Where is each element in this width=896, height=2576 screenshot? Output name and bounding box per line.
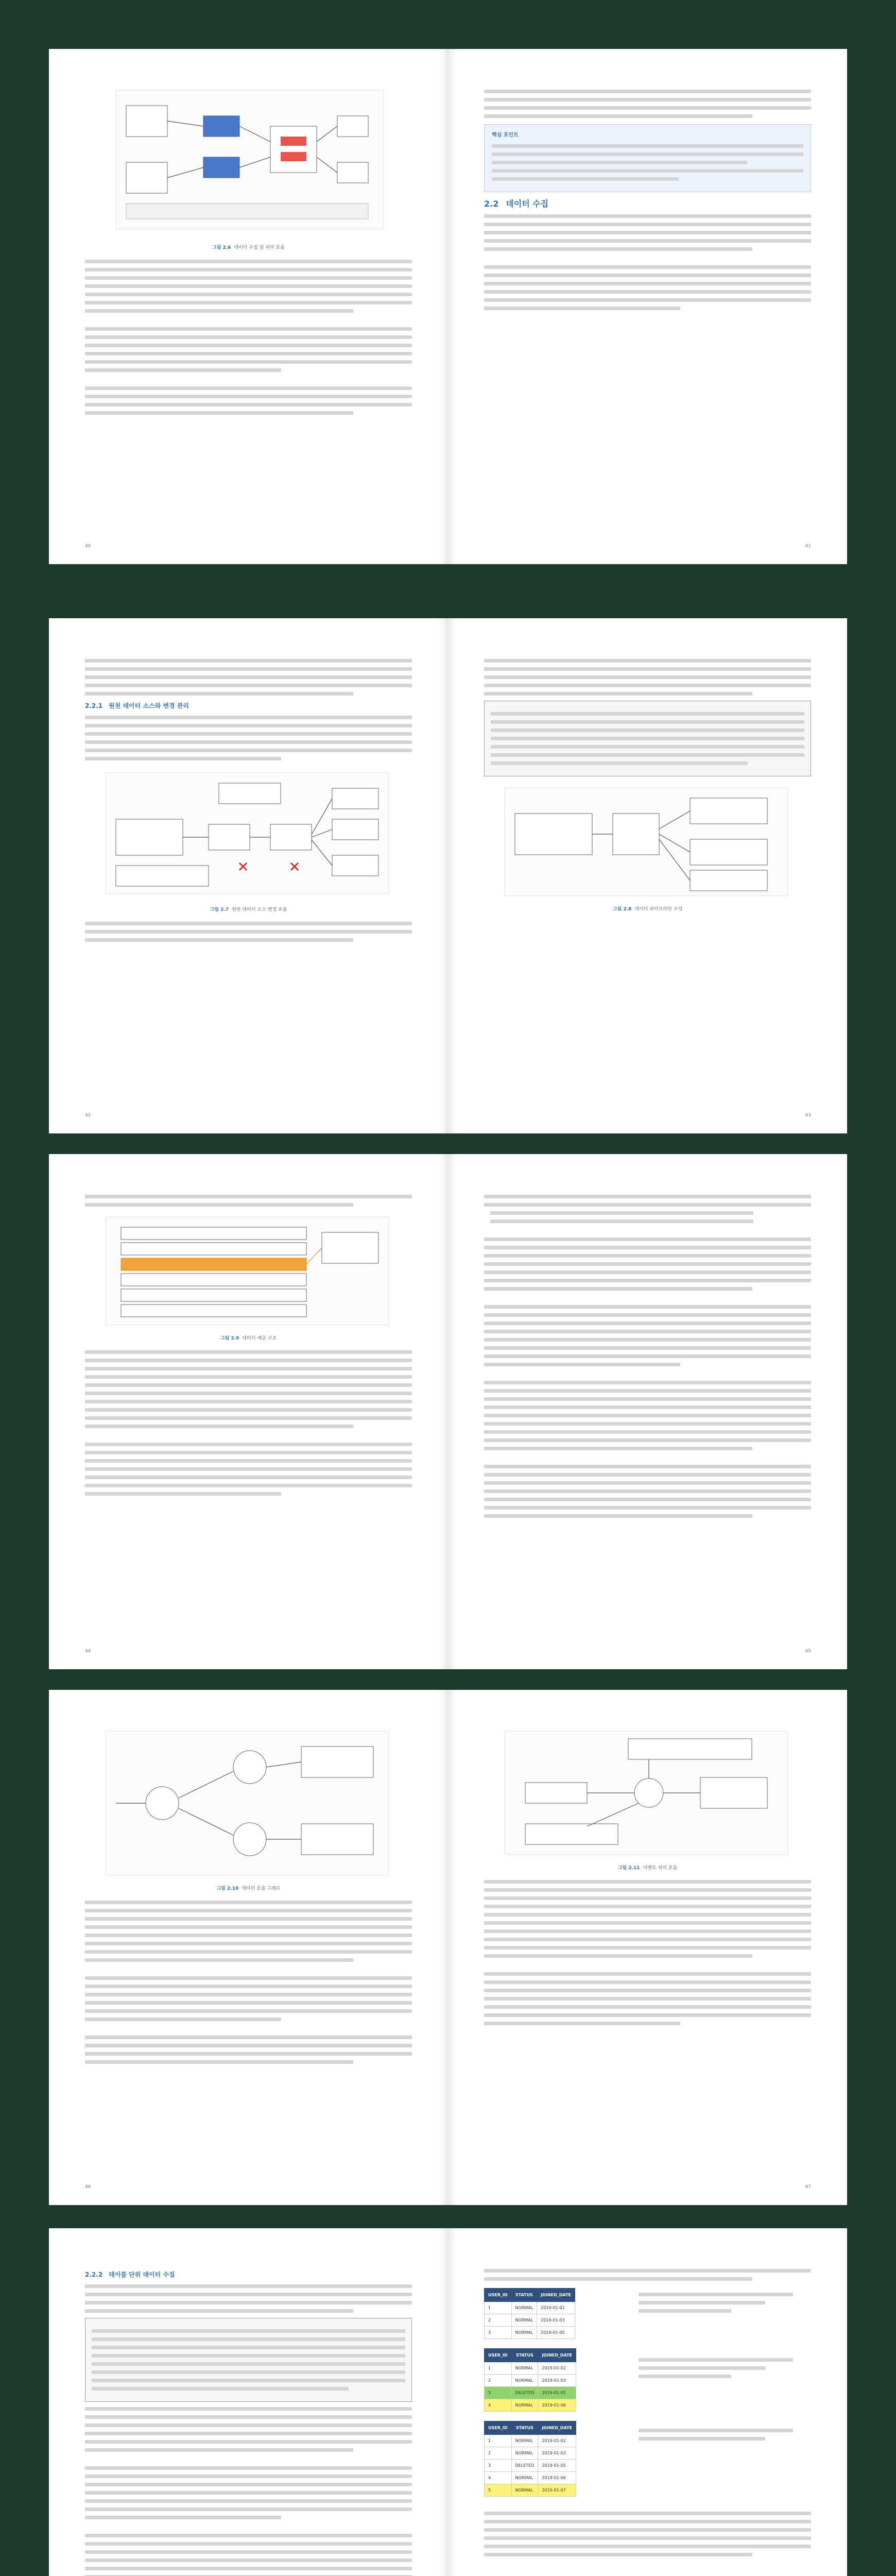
book-page-left	[49, 49, 448, 564]
table-row: 3 DELETED 2019-01-05	[485, 2387, 576, 2399]
page-number: 43	[805, 1113, 811, 1118]
spread-2	[49, 618, 847, 1133]
subsection-heading: 2.2.1 원천 데이터 소스와 변경 관리	[85, 702, 189, 709]
table-row: 5 NORMAL 2019-01-07	[485, 2484, 576, 2497]
figure-caption: 그림 2.6 데이터 수집 및 처리 흐름	[212, 245, 285, 250]
spread-1	[49, 49, 847, 564]
section-heading: 2.2 데이터 수집	[484, 199, 549, 209]
table-row: 2 NORMAL 2019-01-03	[485, 2375, 576, 2387]
table-row: 3 DELETED 2019-01-05	[485, 2460, 576, 2472]
subsection-heading: 2.2.2 테이블 단위 데이터 수집	[85, 2271, 175, 2278]
page-number: 45	[805, 1649, 811, 1654]
table-row: 4 NORMAL 2019-01-06	[485, 2472, 576, 2484]
callout-box: 핵심 포인트	[484, 124, 811, 192]
spread-3	[49, 1154, 847, 1669]
figure-pipeline	[484, 783, 811, 901]
table-row: 1 NORMAL 2019-01-02	[485, 2362, 576, 2375]
book-page-right	[448, 49, 847, 564]
note-box	[85, 2318, 412, 2402]
book-page-right	[448, 1154, 847, 1669]
book-page-right	[448, 618, 847, 1133]
table-row: 4 NORMAL 2019-01-06	[485, 2399, 576, 2412]
page-number: 46	[85, 2184, 91, 2190]
table-row: 1 NORMAL 2019-01-02	[485, 2302, 575, 2314]
spread-5	[49, 2228, 847, 2576]
book-page-left	[49, 2228, 448, 2576]
note-box	[484, 701, 811, 776]
book-page-right	[448, 2228, 847, 2576]
figure-caption: 그림 2.8 데이터 파이프라인 구성	[612, 907, 683, 912]
page-number: 44	[85, 1649, 91, 1654]
book-page-left	[49, 1690, 448, 2205]
figure-layer-stack	[85, 1212, 412, 1330]
figure-caption: 그림 2.9 데이터 계층 구조	[220, 1336, 277, 1341]
page-number: 42	[85, 1113, 91, 1118]
page-number: 47	[805, 2184, 811, 2190]
table-row: 3 NORMAL 2019-01-05	[485, 2327, 575, 2339]
user-table-a: USER_ID STATUS JOINED_DATE 1 NORMAL 2019-01-02 2 NORMAL 2019-01-03 3 NORMAL 2019-01-05	[484, 2288, 575, 2339]
user-table-b: USER_ID STATUS JOINED_DATE 1 NORMAL 2019-01-02 2 NORMAL 2019-01-03 3 DELETED 2019-01-05 4 NORMAL 2019-01-06	[484, 2348, 576, 2412]
figure-source-change	[85, 768, 412, 902]
book-page-left	[49, 1154, 448, 1669]
table-row: 1 NORMAL 2019-01-02	[485, 2435, 576, 2447]
book-page-right	[448, 1690, 847, 2205]
figure-caption: 그림 2.10 데이터 흐름 그래프	[216, 1886, 281, 1891]
figure-event-flow	[484, 1726, 811, 1860]
book-page-left	[49, 618, 448, 1133]
figure-flow-graph	[85, 1726, 412, 1880]
page-number: 41	[805, 544, 811, 549]
spread-4	[49, 1690, 847, 2205]
page-number: 40	[85, 544, 91, 549]
figure-caption: 그림 2.11 이벤트 처리 흐름	[617, 1866, 678, 1871]
figure-caption: 그림 2.7 원천 데이터 소스 변경 흐름	[210, 907, 287, 912]
figure-data-flow	[85, 85, 412, 240]
table-row: 2 NORMAL 2019-01-03	[485, 2314, 575, 2327]
user-table-c: USER_ID STATUS JOINED_DATE 1 NORMAL 2019-01-02 2 NORMAL 2019-01-03 3 DELETED 2019-01-05 4 NORMAL 2019-01-06 5 NORMAL 2019-01-07	[484, 2421, 576, 2497]
table-row: 2 NORMAL 2019-01-03	[485, 2447, 576, 2460]
